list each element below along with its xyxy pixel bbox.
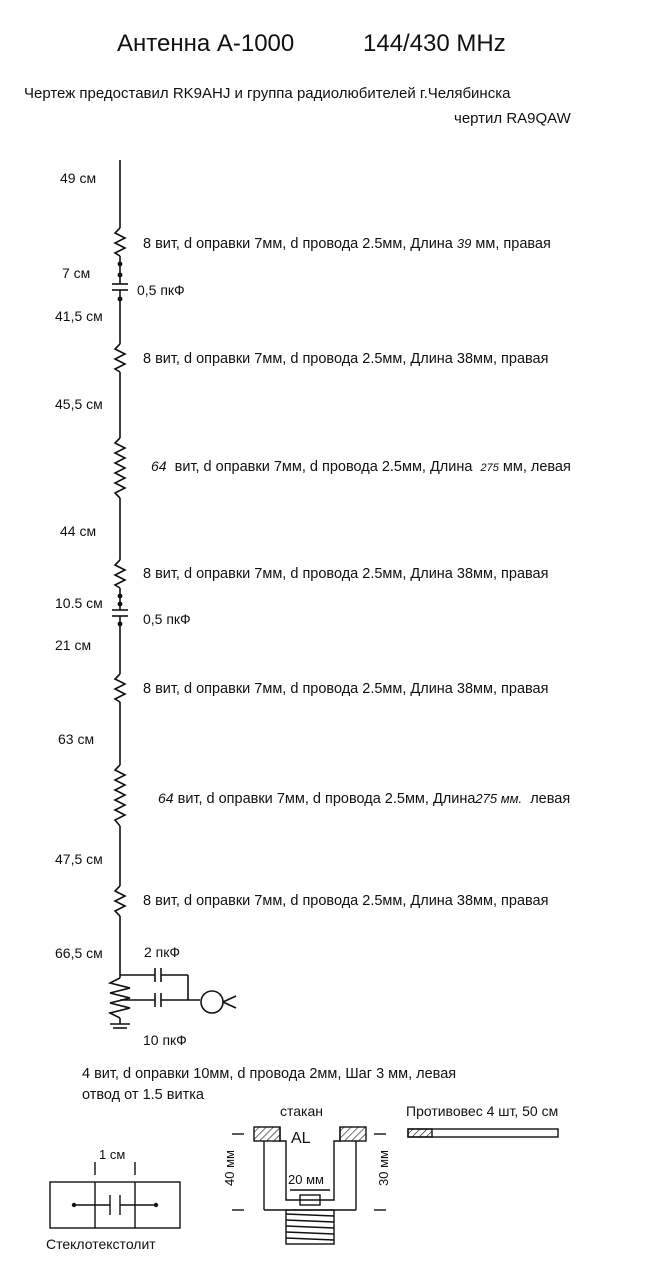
capacitor-label: 2 пкФ [144, 944, 181, 960]
cup-label: стакан [280, 1103, 323, 1119]
segment-label: 21 см [55, 637, 92, 653]
capacitor-label: 0,5 пкФ [137, 282, 185, 298]
coil-6 [115, 765, 125, 826]
credit-line: Чертеж предоставил RK9AHJ и группа радиолюбителей г.Челябинска [24, 85, 511, 102]
dim-20mm: 20 мм [288, 1172, 324, 1187]
segment-label: 63 см [58, 731, 95, 747]
matching-tap-note: отвод от 1.5 витка [82, 1087, 204, 1103]
coil-3 [115, 438, 125, 498]
al-label: AL [291, 1130, 311, 1147]
drawn-by: чертил RA9QAW [454, 110, 571, 127]
frequency-label: 144/430 MHz [363, 30, 506, 57]
segment-label: 10.5 см [55, 595, 103, 611]
coil-2 [115, 344, 125, 372]
segment-label: 45,5 см [55, 396, 103, 412]
segment-label: 66,5 см [55, 945, 103, 961]
segment-label: 44 см [60, 523, 97, 539]
coil-1 [115, 228, 125, 256]
coil-3-spec: 64 вит, d оправки 7мм, d провода 2.5мм, Длина 275 мм, левая [151, 458, 571, 475]
segment-label: 41,5 см [55, 308, 103, 324]
dim-40mm: 40 мм [222, 1150, 237, 1186]
cup-left-flange [254, 1127, 280, 1141]
counterpoise-label: Противовес 4 шт, 50 см [406, 1103, 559, 1119]
matching-coil-spec: 4 вит, d оправки 10мм, d провода 2мм, Шаг 3 мм, левая [82, 1066, 457, 1082]
coil-4-spec: 8 вит, d оправки 7мм, d провода 2.5мм, Длина 38мм, правая [143, 566, 549, 582]
cup-right-flange [340, 1127, 366, 1141]
segment-label: 49 см [60, 170, 97, 186]
diagram-title: Антенна А-1000 [117, 30, 295, 57]
capacitor-label: 10 пкФ [143, 1032, 187, 1048]
segment-label: 7 см [62, 265, 91, 281]
coil-2-spec: 8 вит, d оправки 7мм, d провода 2.5мм, Длина 38мм, правая [143, 351, 549, 367]
capacitor-label: 0,5 пкФ [143, 611, 191, 627]
coil-4 [115, 560, 125, 588]
coil-5 [115, 674, 125, 702]
segment-label: 47,5 см [55, 851, 103, 867]
coil-7-spec: 8 вит, d оправки 7мм, d провода 2.5мм, Длина 38мм, правая [143, 893, 549, 909]
pcb-dim: 1 см [99, 1147, 126, 1162]
matching-coil [110, 978, 130, 1018]
coil-7 [115, 886, 125, 916]
dim-30mm: 30 мм [376, 1150, 391, 1186]
coil-5-spec: 8 вит, d оправки 7мм, d провода 2.5мм, Длина 38мм, правая [143, 681, 549, 697]
coax-connector [201, 991, 223, 1013]
coil-6-spec: 64 вит, d оправки 7мм, d провода 2.5мм, Длина275 мм. левая [158, 790, 571, 807]
coil-1-spec: 8 вит, d оправки 7мм, d провода 2.5мм, Длина 39 мм, правая [143, 236, 551, 252]
pcb-label: Стеклотекстолит [46, 1236, 156, 1252]
pcb-board [50, 1182, 180, 1228]
